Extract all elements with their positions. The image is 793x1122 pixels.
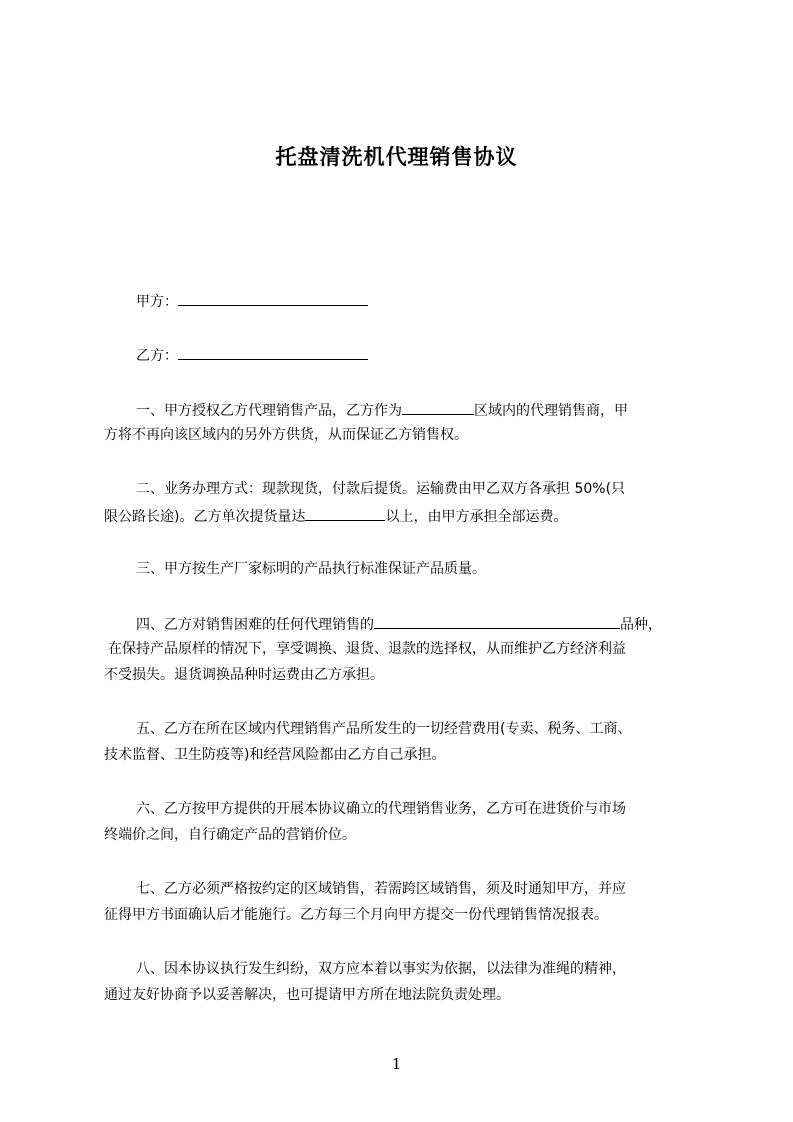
clause-5-line-2: 技术监督、卫生防疫等)和经营风险都由乙方自己承担。 [104,747,446,763]
clause-text: 区域内的代理销售商，甲 [474,403,628,419]
clause-1-line-1 [136,400,736,420]
party-a-label: 甲方： [136,294,178,310]
clause-2-line-2 [104,506,704,526]
clause-5-line-1: 五、乙方在所在区域内代理销售产品所发生的一切经营费用(专卖、税务、工商、 [136,721,632,737]
quantity-blank[interactable] [305,506,385,521]
clause-7-line-1: 七、乙方必须严格按约定的区域销售，若需跨区域销售，须及时通知甲方，并应 [136,881,626,897]
party-b-label: 乙方： [136,348,178,364]
page-number: 1 [391,1055,402,1073]
party-b-blank[interactable] [178,345,368,360]
clause-6-line-2: 终端价之间，自行确定产品的营销价位。 [104,827,356,843]
clause-8-line-2: 通过友好协商予以妥善解决，也可提请甲方所在地法院负责处理。 [104,987,510,1003]
party-a-blank[interactable] [178,291,368,306]
party-b-line [136,345,736,365]
clause-8-line-1: 八、因本协议执行发生纠纷，双方应本着以事实为依据，以法律为准绳的精神， [136,961,626,977]
region-blank[interactable] [402,400,474,415]
clause-text: 以上，由甲方承担全部运费。 [385,509,568,525]
clause-text: 一、甲方授权乙方代理销售产品，乙方作为 [136,403,402,419]
clause-4-line-2: 在保持产品原样的情况下，享受调换、退货、退款的选择权，从而维护乙方经济利益 [108,641,626,657]
clause-text: 品种， [620,617,662,633]
clause-4-line-3: 不受损失。退货调换品种时运费由乙方承担。 [104,667,384,683]
clause-1-line-2: 方将不再向该区域内的另外方供货，从而保证乙方销售权。 [104,427,468,443]
clause-2-line-1: 二、业务办理方式：现款现货，付款后提货。运输费由甲乙双方各承担 50%(只 [136,481,626,497]
clause-7-line-2: 征得甲方书面确认后才能施行。乙方每三个月向甲方提交一份代理销售情况报表。 [104,907,608,923]
clause-text: 限公路长途)。乙方单次提货量达 [104,509,306,525]
clause-4-line-1 [136,614,736,634]
product-blank[interactable] [374,614,620,629]
clause-3-line-1: 三、甲方按生产厂家标明的产品执行标准保证产品质量。 [136,561,486,577]
party-a-line [136,291,736,311]
document-title: 托盘清洗机代理销售协议 [275,145,518,169]
clause-6-line-1: 六、乙方按甲方提供的开展本协议确立的代理销售业务，乙方可在进货价与市场 [136,801,626,817]
clause-text: 四、乙方对销售困难的任何代理销售的 [136,617,374,633]
